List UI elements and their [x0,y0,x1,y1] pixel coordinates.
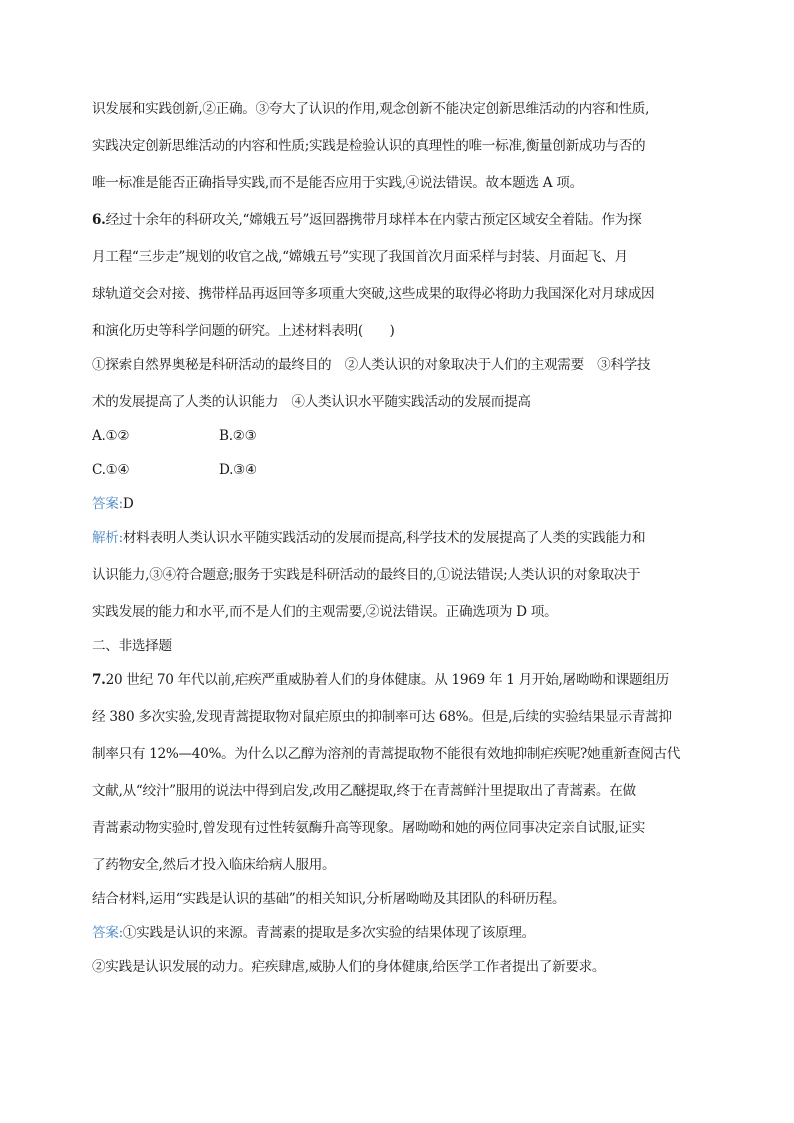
statement-line: 术的发展提高了人类的认识能力 ④人类认识水平随实践活动的发展而提高 [92,394,531,410]
option-c: C.①④ [92,462,130,478]
question-stem-line: 文献,从“绞汁”服用的说法中得到启发,改用乙醚提取,终于在青蒿鲜汁里提取出了青蒿素。在做 [92,783,636,799]
page-content [92,100,704,976]
answer-line [92,495,704,513]
answer-value: D [122,496,134,512]
question-number: 7. [92,672,106,688]
question-7 [92,671,704,976]
question-stem-line: 7.20 世纪 70 年代以前,疟疾严重威胁着人们的身体健康。从 1969 年 1 月开始,屠呦呦和课题组历 [92,672,669,688]
analysis-label: 解析: [92,530,123,546]
question-prompt: 结合材料,运用“实践是认识的基础”的相关知识,分析屠呦呦及其团队的科研历程。 [92,891,566,907]
question-stem-line: 6.经过十余年的科研攻关,“嫦娥五号”返回器携带月球样本在内蒙古预定区域安全着陆。作为探 [92,212,642,228]
section-title: 二、非选择题 [92,638,172,654]
analysis-line: 认识能力,③④符合题意;服务于实践是科研活动的最终目的,①说法错误;人类认识的对象取决于 [92,567,641,583]
question-stem-line: 和演化历史等科学问题的研究。上述材料表明( ) [92,323,395,339]
previous-explanation [92,100,704,192]
option-d: D.③④ [219,462,257,478]
options-row [92,461,704,479]
text-line: 识发展和实践创新,②正确。③夸大了认识的作用,观念创新不能决定创新思维活动的内容和性质, [92,101,650,117]
options-row [92,427,704,445]
answer-line: ②实践是认识发展的动力。疟疾肆虐,威胁人们的身体健康,给医学工作者提出了新要求。 [92,959,606,975]
analysis-line: 解析:材料表明人类认识水平随实践活动的发展而提高,科学技术的发展提高了人类的实践能力和 [92,530,646,546]
question-stem-line: 经 380 多次实验,发现青蒿提取物对鼠疟原虫的抑制率可达 68%。但是,后续的实验结果显示青蒿抑 [92,709,672,725]
option-b: B.②③ [219,428,257,444]
question-stem-line: 制率只有 12%—40%。为什么以乙醇为溶剂的青蒿提取物不能很有效地抑制疟疾呢?她重新查阅古代 [92,746,681,762]
question-stem-line: 了药物安全,然后才投入临床给病人服用。 [92,857,336,873]
question-number: 6. [92,212,106,228]
answer-label: 答案: [92,925,123,941]
text-line: 实践决定创新思维活动的内容和性质;实践是检验认识的真理性的唯一标准,衡量创新成功与否的 [92,138,646,154]
question-stem-line: 球轨道交会对接、携带样品再返回等多项重大突破,这些成果的取得必将助力我国深化对月球成因 [92,286,655,302]
text-line: 唯一标准是能否正确指导实践,而不是能否应用于实践,④说法错误。故本题选 A 项。 [92,175,583,191]
statement-line: ①探索自然界奥秘是科研活动的最终目的 ②人类认识的对象取决于人们的主观需要 ③科学技 [92,357,651,373]
answer-label: 答案: [92,496,123,512]
analysis-line: 实践发展的能力和水平,而不是人们的主观需要,②说法错误。正确选项为 D 项。 [92,604,558,620]
question-6 [92,211,704,621]
question-stem-line: 月工程“三步走”规划的收官之战,“嫦娥五号”实现了我国首次月面采样与封装、月面起飞、月 [92,249,628,265]
question-stem-line: 青蒿素动物实验时,曾发现有过性转氨酶升高等现象。屠呦呦和她的两位同事决定亲自试服,证实 [92,820,646,836]
answer-line: 答案:①实践是认识的来源。青蒿素的提取是多次实验的结果体现了该原理。 [92,925,535,941]
option-a: A.①② [92,428,130,444]
